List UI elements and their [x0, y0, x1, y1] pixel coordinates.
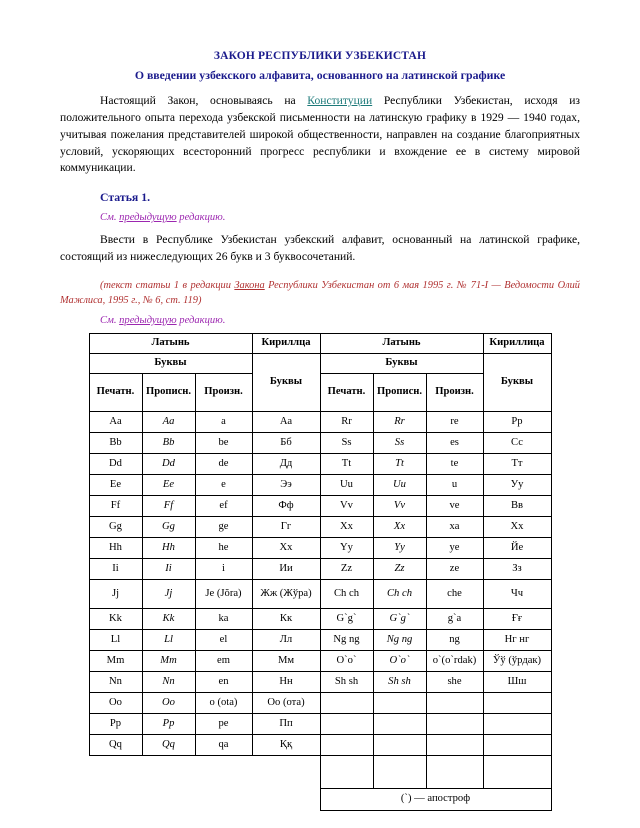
see-previous-edition-2 [60, 315, 580, 326]
cell-pronounce-right: che [426, 579, 483, 608]
previous-edition-link-2[interactable]: предыдущую [119, 314, 177, 326]
constitution-link[interactable]: Конституции [307, 93, 373, 107]
cell-cyrillic-left: Ии [252, 558, 320, 579]
cell-cyrillic-right: Тт [483, 453, 551, 474]
column-header-pronounce-right: Произн. [426, 373, 483, 411]
cell-latin-print-right: Yy [320, 537, 373, 558]
table-row [89, 650, 551, 671]
table-row [89, 537, 551, 558]
cell-empty [426, 755, 483, 788]
law-reference-note [60, 278, 580, 308]
cell-cyrillic-right: Шш [483, 671, 551, 692]
cell-latin-print-right: Ss [320, 432, 373, 453]
see-suffix-2: редакцию. [176, 314, 226, 326]
cell-latin-print-left: Jj [89, 579, 142, 608]
law-note-after: Республики Узбекистан от 6 мая 1995 г. № 71-I — Ведомости Олий Мажлиса, 1995 г., № 6, ст. 119) [60, 279, 580, 306]
cell-empty [142, 755, 195, 788]
cell-cyrillic-right: Сс [483, 432, 551, 453]
table-row [89, 474, 551, 495]
header-latin-right: Латынь [320, 333, 483, 353]
cell-latin-print-left: Kk [89, 608, 142, 629]
table-body [89, 411, 551, 810]
cell-latin-written-right: Vv [373, 495, 426, 516]
cell-latin-print-left: Ii [89, 558, 142, 579]
cell-pronounce-left: be [195, 432, 252, 453]
cell-latin-print-right: G`g` [320, 608, 373, 629]
cell-latin-print-right: Vv [320, 495, 373, 516]
cell-cyrillic-left: Кк [252, 608, 320, 629]
cell-empty [252, 755, 320, 788]
cell-latin-written-right: Sh sh [373, 671, 426, 692]
cell-latin-print-right: Sh sh [320, 671, 373, 692]
table-head [89, 333, 551, 411]
column-header-written-right: Прописн. [373, 373, 426, 411]
header-cyrillic-right: Кириллица [483, 333, 551, 353]
cell-cyrillic-right [483, 692, 551, 713]
cell-pronounce-left: a [195, 411, 252, 432]
cell-pronounce-left: ka [195, 608, 252, 629]
cell-latin-print-left: Ll [89, 629, 142, 650]
cell-cyrillic-right [483, 713, 551, 734]
table-row [89, 629, 551, 650]
cell-pronounce-right: g`a [426, 608, 483, 629]
cell-latin-written-right: Ch ch [373, 579, 426, 608]
cell-latin-written-right [373, 692, 426, 713]
cell-pronounce-left: o (ota) [195, 692, 252, 713]
cell-empty [89, 788, 320, 810]
cell-cyrillic-left: Жж (Жўра) [252, 579, 320, 608]
cell-pronounce-right: te [426, 453, 483, 474]
cell-cyrillic-right: Ғғ [483, 608, 551, 629]
cell-cyrillic-left: Хx [252, 537, 320, 558]
article-1-heading: Статья 1. [100, 190, 151, 205]
cell-latin-print-right [320, 713, 373, 734]
cell-latin-written-right [373, 713, 426, 734]
table-row [89, 516, 551, 537]
cell-latin-written-right: Zz [373, 558, 426, 579]
cell-empty [195, 755, 252, 788]
table-subheader-row [89, 353, 551, 373]
table-row [89, 734, 551, 755]
preamble-text-after: Республики Узбекистан, исходя из положительного опыта перехода узбекской письменности на латинскую графику в 1929 — 1940 годах, учитывая пожелания представителей широкой общественности, направлен на создание благоприятных условий, ускоряющих всесторонний прогресс республики и вхождение ее в систему мировой коммуникации. [60, 93, 580, 175]
cell-cyrillic-left: Нн [252, 671, 320, 692]
cell-pronounce-left: e [195, 474, 252, 495]
cell-latin-written-right: Rr [373, 411, 426, 432]
cell-latin-written-left: Pp [142, 713, 195, 734]
law-link[interactable]: Закона [234, 279, 265, 291]
cell-latin-print-right: O`o` [320, 650, 373, 671]
cell-cyrillic-left: Ққ [252, 734, 320, 755]
table-group-header-row [89, 333, 551, 353]
cell-latin-written-right: O`o` [373, 650, 426, 671]
cell-latin-written-left: Ee [142, 474, 195, 495]
cell-cyrillic-right: Чч [483, 579, 551, 608]
preamble-text-before: Настоящий Закон, основываясь на [100, 93, 308, 107]
cell-latin-print-left: Ff [89, 495, 142, 516]
alphabet-table [89, 333, 552, 811]
see-prefix-1: См. [100, 212, 120, 224]
cell-pronounce-right: she [426, 671, 483, 692]
cell-pronounce-right: xa [426, 516, 483, 537]
cell-pronounce-right: ze [426, 558, 483, 579]
cell-latin-written-left: Ii [142, 558, 195, 579]
cell-pronounce-left: en [195, 671, 252, 692]
cell-latin-written-left: Mm [142, 650, 195, 671]
cell-pronounce-right [426, 713, 483, 734]
cell-cyrillic-left: Пп [252, 713, 320, 734]
cell-latin-print-right: Uu [320, 474, 373, 495]
column-header-pronounce-left: Произн. [195, 373, 252, 411]
cell-latin-written-left: Qq [142, 734, 195, 755]
cell-latin-print-right: Rr [320, 411, 373, 432]
table-spacer-row [89, 755, 551, 788]
cell-cyrillic-right: Ўў (ўрдак) [483, 650, 551, 671]
cell-pronounce-right: es [426, 432, 483, 453]
cell-latin-print-left: Qq [89, 734, 142, 755]
table-row [89, 608, 551, 629]
cell-pronounce-left: he [195, 537, 252, 558]
cell-latin-written-left: Hh [142, 537, 195, 558]
column-header-written-left: Прописн. [142, 373, 195, 411]
column-header-print-right: Печатн. [320, 373, 373, 411]
cell-pronounce-left: em [195, 650, 252, 671]
cell-latin-print-right: Zz [320, 558, 373, 579]
cell-latin-written-left: Kk [142, 608, 195, 629]
cell-pronounce-left: el [195, 629, 252, 650]
header-latin-left: Латынь [89, 333, 252, 353]
subheader-letters-cyrillic-right: Буквы [483, 353, 551, 411]
cell-latin-print-left: Pp [89, 713, 142, 734]
cell-pronounce-left: ge [195, 516, 252, 537]
cell-pronounce-left: pe [195, 713, 252, 734]
cell-cyrillic-right: Вв [483, 495, 551, 516]
cell-latin-print-right [320, 734, 373, 755]
cell-latin-written-right [373, 734, 426, 755]
cell-cyrillic-left: Дд [252, 453, 320, 474]
table-row [89, 453, 551, 474]
cell-pronounce-left: de [195, 453, 252, 474]
cell-pronounce-right [426, 692, 483, 713]
law-note-before: (текст статьи 1 в редакции [100, 279, 235, 291]
preamble-paragraph [60, 93, 580, 178]
cell-latin-written-left: Oo [142, 692, 195, 713]
cell-cyrillic-right: Рр [483, 411, 551, 432]
cell-cyrillic-left: Фф [252, 495, 320, 516]
cell-latin-print-left: Aa [89, 411, 142, 432]
cell-cyrillic-left: Лл [252, 629, 320, 650]
cell-latin-written-right: G`g` [373, 608, 426, 629]
table-row [89, 713, 551, 734]
cell-latin-print-right: Tt [320, 453, 373, 474]
previous-edition-link-1[interactable]: предыдущую [119, 212, 177, 224]
cell-empty [483, 755, 551, 788]
cell-pronounce-left: ef [195, 495, 252, 516]
subheader-letters-cyrillic-left: Буквы [252, 353, 320, 411]
cell-latin-print-left: Dd [89, 453, 142, 474]
cell-cyrillic-left: Бб [252, 432, 320, 453]
cell-latin-print-left: Hh [89, 537, 142, 558]
cell-empty [89, 755, 142, 788]
cell-cyrillic-left: Аа [252, 411, 320, 432]
cell-cyrillic-left: Оо (ота) [252, 692, 320, 713]
cell-latin-print-right: Ng ng [320, 629, 373, 650]
cell-cyrillic-right: Нг нг [483, 629, 551, 650]
table-row [89, 558, 551, 579]
cell-cyrillic-right: Зз [483, 558, 551, 579]
cell-pronounce-right: u [426, 474, 483, 495]
cell-pronounce-left: i [195, 558, 252, 579]
cell-cyrillic-left: Мм [252, 650, 320, 671]
cell-latin-written-right: Ng ng [373, 629, 426, 650]
cell-cyrillic-right [483, 734, 551, 755]
cell-pronounce-right [426, 734, 483, 755]
cell-latin-written-right: Tt [373, 453, 426, 474]
table-column-header-row [89, 373, 551, 411]
cell-latin-written-left: Nn [142, 671, 195, 692]
cell-cyrillic-right: Уу [483, 474, 551, 495]
table-row [89, 579, 551, 608]
cell-cyrillic-right: Йе [483, 537, 551, 558]
cell-cyrillic-left: Гг [252, 516, 320, 537]
see-previous-edition-1 [60, 212, 580, 223]
cell-pronounce-left: Je (Jŏra) [195, 579, 252, 608]
see-prefix-2: См. [100, 314, 120, 326]
article-1-body: Ввести в Республике Узбекистан узбекский алфавит, основанный на латинской графике, состоящий из нижеследующих 26 букв и 3 буквосочетаний. [60, 233, 580, 264]
cell-pronounce-left: qa [195, 734, 252, 755]
cell-latin-written-left: Jj [142, 579, 195, 608]
cell-latin-written-left: Ll [142, 629, 195, 650]
cell-latin-written-left: Gg [142, 516, 195, 537]
cell-latin-written-left: Bb [142, 432, 195, 453]
table-footer-row [89, 788, 551, 810]
table-row [89, 671, 551, 692]
table-row [89, 411, 551, 432]
cell-latin-print-left: Bb [89, 432, 142, 453]
cell-latin-print-left: Oo [89, 692, 142, 713]
cell-latin-print-left: Ee [89, 474, 142, 495]
cell-cyrillic-right: Хх [483, 516, 551, 537]
cell-pronounce-right: ng [426, 629, 483, 650]
cell-pronounce-right: ye [426, 537, 483, 558]
cell-latin-print-right: Ch ch [320, 579, 373, 608]
column-header-print-left: Печатн. [89, 373, 142, 411]
cell-cyrillic-left: Ээ [252, 474, 320, 495]
table-row [89, 495, 551, 516]
cell-latin-print-left: Gg [89, 516, 142, 537]
cell-latin-written-left: Dd [142, 453, 195, 474]
subheader-letters-left: Буквы [89, 353, 252, 373]
table-row [89, 692, 551, 713]
cell-empty [373, 755, 426, 788]
cell-latin-written-right: Yy [373, 537, 426, 558]
cell-latin-written-right: Xx [373, 516, 426, 537]
cell-latin-print-right [320, 692, 373, 713]
cell-empty [320, 755, 373, 788]
cell-latin-written-right: Ss [373, 432, 426, 453]
cell-latin-written-right: Uu [373, 474, 426, 495]
subheader-letters-right: Буквы [320, 353, 483, 373]
cell-pronounce-right: re [426, 411, 483, 432]
cell-latin-print-left: Nn [89, 671, 142, 692]
header-cyrillic-left: Кириллца [252, 333, 320, 353]
cell-pronounce-right: ve [426, 495, 483, 516]
cell-latin-print-left: Mm [89, 650, 142, 671]
document-subtitle: О введении узбекского алфавита, основанного на латинской графике [134, 67, 506, 82]
cell-latin-print-right: Xx [320, 516, 373, 537]
document-title: ЗАКОН РЕСПУБЛИКИ УЗБЕКИСТАН [213, 50, 427, 62]
table-row [89, 432, 551, 453]
cell-pronounce-right: o`(o`rdak) [426, 650, 483, 671]
cell-latin-written-left: Aa [142, 411, 195, 432]
apostrophe-note: (`) — апостроф [320, 788, 551, 810]
cell-latin-written-left: Ff [142, 495, 195, 516]
see-suffix-1: редакцию. [176, 212, 226, 224]
